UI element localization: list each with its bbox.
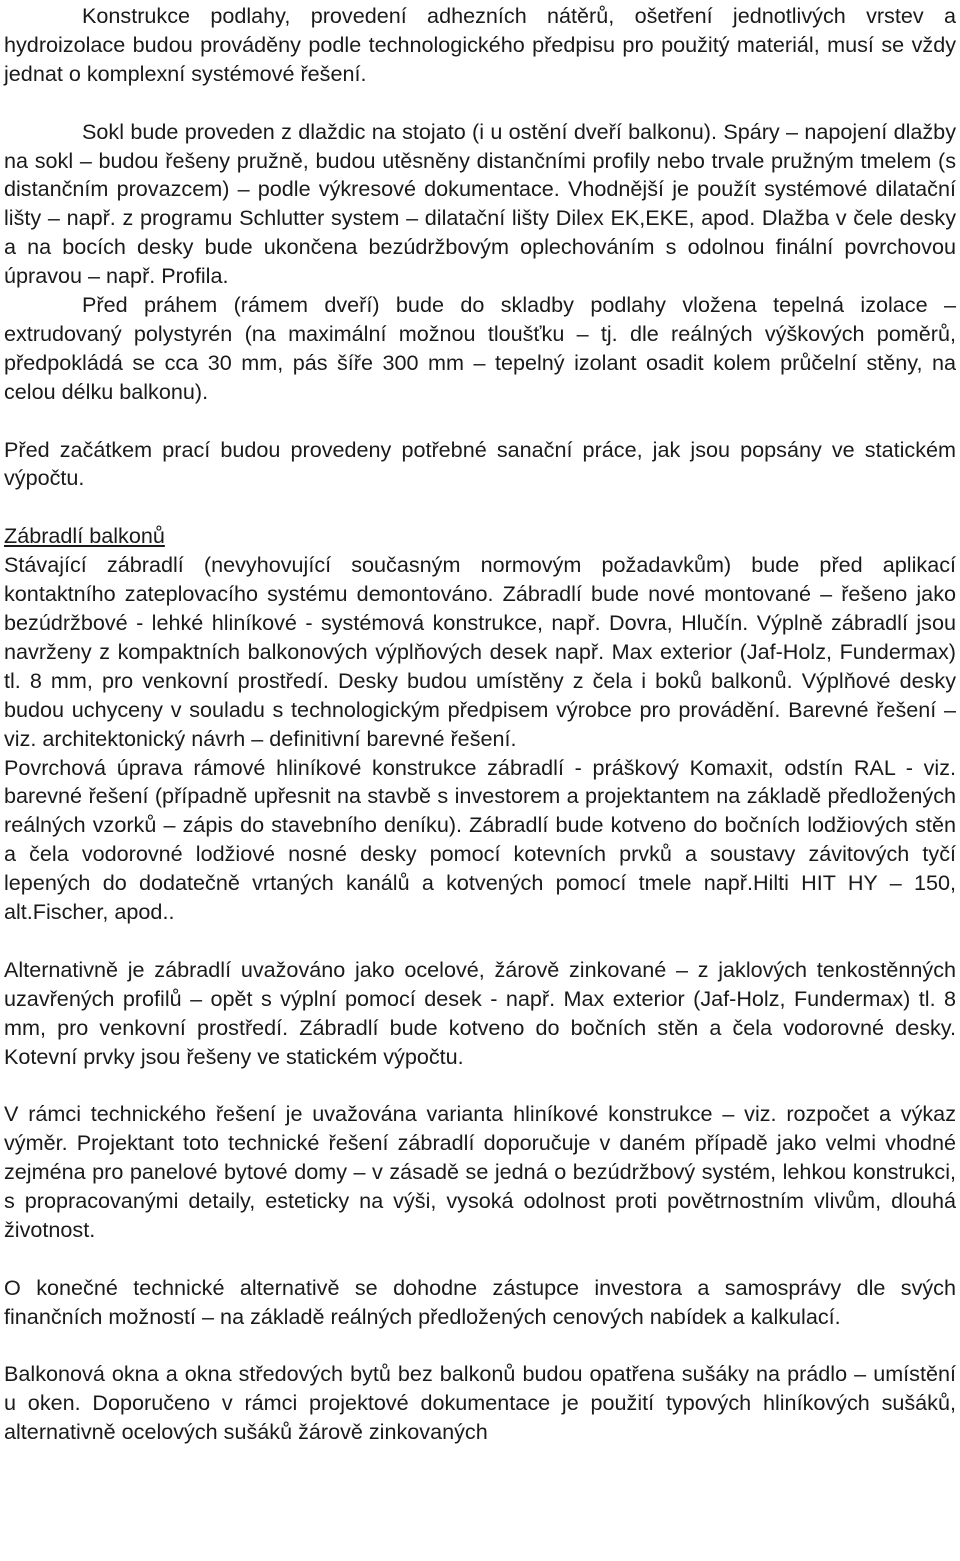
paragraph-skirting: Sokl bude proveden z dlaždic na stojato (i u ostění dveří balkonu). Spáry – napojení dlažby na sokl – budou řešeny pružně, budou utěsněny distančními profily nebo trvale pružným tmelem (s distančním provazcem) – podle výkresové dokumentace. Vhodnější je použít systémové dilatační lišty – např. z programu Schlutter system – dilatační lišty Dilex EK,EKE, apod. Dlažba v čele desky a na bocích desky bude ukončena bezúdržbovým oplechováním s odolnou finální povrchovou úpravou – např. Profila. (4, 118, 956, 289)
section-heading-railings: Zábradlí balkonů (4, 523, 165, 549)
paragraph-final-decision: O konečné technické alternativě se dohodne zástupce investora a samosprávy dle svých finančních možností – na základě reálných předložených cenových nabídek a kalkulací. (4, 1274, 956, 1329)
paragraph-railing-description: Stávající zábradlí (nevyhovující současným normovým požadavkům) bude před aplikací kontaktního zateplovacího systému demontováno. Zábradlí bude nové montované – řešeno jako bezúdržbové - lehké hliníkové - systémová konstrukce, např. Dovra, Hlučín. Výplně zábradlí jsou navrženy z kompaktních balkonových výplňových desek např. Max exterior (Jaf-Holz, Fundermax) tl. 8 mm, pro venkovní prostředí. Desky budou umístěny z čela i boků balkonů. Výplňové desky budou uchyceny v souladu s technologickým předpisem výrobce pro provádění. Barevné řešení – viz. architektonický návrh – definitivní barevné řešení. (4, 552, 956, 751)
paragraph-surface-finish: Povrchová úprava rámové hliníkové konstrukce zábradlí - práškový Komaxit, odstín RAL - viz. barevné řešení (případně upřesnit na stavbě s investorem a projektantem na základě předložených reálných vzorků – zápis do stavebního deníku). Zábradlí bude kotveno do bočních lodžiových stěn a čela vodorovné lodžiové nosné desky pomocí kotevních prvků a soustavy závitových tyčí lepených do dodatečně vrtaných kanálů a kotvených pomocí tmele např.Hilti HIT HY – 150, alt.Fischer, apod.. (4, 754, 956, 925)
paragraph-floor-construction: Konstrukce podlahy, provedení adhezních nátěrů, ošetření jednotlivých vrstev a hydroizolace budou prováděny podle technologického předpisu pro použitý materiál, musí se vždy jednat o komplexní systémové řešení. (4, 3, 956, 86)
paragraph-remediation: Před začátkem prací budou provedeny potřebné sanační práce, jak jsou popsány ve statickém výpočtu. (4, 436, 956, 491)
paragraph-threshold-insulation: Před práhem (rámem dveří) bude do skladby podlahy vložena tepelná izolace – extrudovaný polystyrén (na maximální možnou tloušťku – tj. dle reálných výškových poměrů, předpokládá se cca 30 mm, pás šíře 300 mm – tepelný izolant osadit kolem průčelní stěny, na celou délku balkonu). (4, 292, 956, 404)
paragraph-drying-racks: Balkonová okna a okna středových bytů bez balkonů budou opatřena sušáky na prádlo – umístění u oken. Doporučeno v rámci projektové dokumentace je použití typových hliníkových sušáků, alternativně ocelových sušáků žárově zinkovaných (4, 1361, 956, 1445)
paragraph-aluminium-variant: V rámci technického řešení je uvažována varianta hliníkové konstrukce – viz. rozpočet a výkaz výměr. Projektant toto technické řešení zábradlí doporučuje v daném případě jako velmi vhodné zejména pro panelové bytové domy – v zásadě se jedná o bezúdržbový systém, lehkou konstrukci, s propracovanými detaily, esteticky na výši, vysoká odolnost proti povětrnostním vlivům, dlouhá životnost. (4, 1101, 956, 1242)
paragraph-steel-alternative: Alternativně je zábradlí uvažováno jako ocelové, žárově zinkované – z jaklových tenkostěnných uzavřených profilů – opět s výplní pomocí desek - např. Max exterior (Jaf-Holz, Fundermax) tl. 8 mm, pro venkovní prostředí. Zábradlí bude kotveno do bočních stěn a čela vodorovné desky. Kotevní prvky jsou řešeny ve statickém výpočtu. (4, 956, 956, 1069)
